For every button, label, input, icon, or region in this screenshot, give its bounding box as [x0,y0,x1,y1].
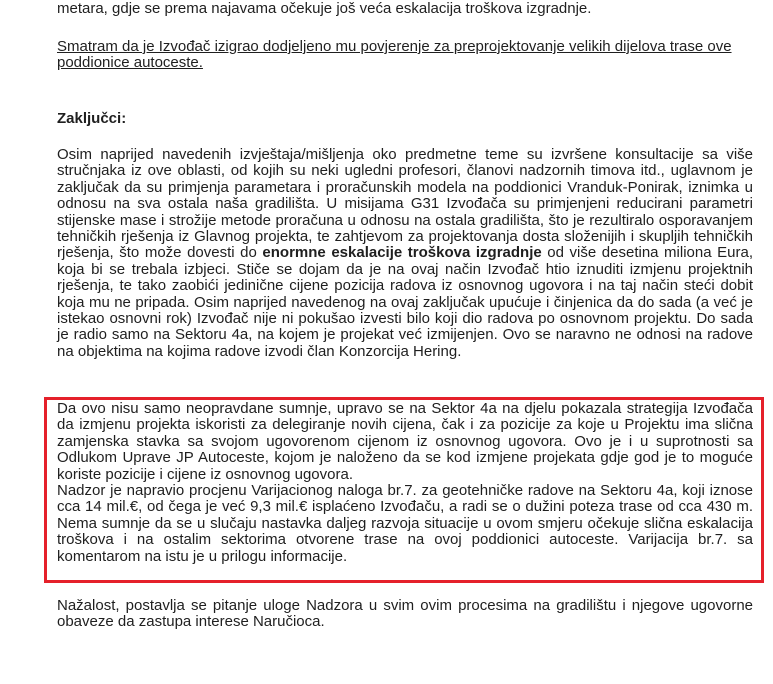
paragraph-closing: Nažalost, postavlja se pitanje uloge Nadzora u svim ovim procesima na gradilištu i njegove ugovorne obaveze da zastupa interese Naručioca. [57,597,753,631]
conclusions-text-part1: Osim naprijed navedenih izvještaja/mišljenja oko predmetne teme su izvršene konsultacije sa više stručnjaka iz ove oblasti, od kojih su neki ugledni profesori, članovi nadzornih timova itd., uglavnom je zaključak da su primjenja parametara i proračunskih modela na poddionici Vranduk-Ponirak, iznimka u odnosu na sva ostala naša gradilišta. U misijama G31 Izvođača su primjenjeni reducirani parametri stijenske mase i strožije metode proračuna u odnosu na ostala gradilišta, što je rezultiralo osporavanjem tehničkih rješenja iz Glavnog projekta, te zahtjevom za projektovanja dosta složenijih i skupljih tehničkih rješenja, što može dovesti do [57,146,753,262]
conclusions-bold-phrase: enormne eskalacije troškova izgradnje [262,244,542,262]
section-heading-conclusions: Zaključci: [57,110,127,127]
paragraph-underlined-statement: Smatram da je Izvođač izigrao dodjeljeno mu povjerenje za preprojektovanje velikih dijelova trase ove poddionice autoceste. [57,38,732,72]
paragraph-top-fragment: metara, gdje se prema najavama očekuje još veća eskalacija troškova izgradnje. [57,0,592,17]
paragraph-conclusions [57,147,753,360]
paragraph-highlighted-variation-order: Nadzor je napravio procjenu Varijacionog naloga br.7. za geotehničke radove na Sektoru 4a, koji iznose cca 14 mil.€, od čega je već 9,3 mil.€ isplaćeno Izvođaču, a radi se o dužini poteza trase od cca 430 m. Nema sumnje da se u slučaju nastavka daljeg razvoja situacije u ovom smjeru očekuje slična eskalacija troškova i na ostalim sektorima otvorene trase na ovoj poddionici autoceste. Varijacija br.7. sa komentarom na istu je u prilogu informacije. [57,482,753,565]
conclusions-text-part2: od više desetina miliona Eura, koja bi se trebala izbjeci. Stiče se dojam da je na ovaj način Izvođač htio iznuditi izmjenu projektnih rješenja, te tako zaobići jedinične cijene pozicija radova iz osnovnog ugovora i na taj način steći dobit koja mu ne pripada. Osim naprijed navedenog na ovaj zaključak upućuje i činjenica da do sada (a već je istekao osnovni rok) Izvođač nije ni pokušao izvesti bilo koji dio radova po osnovnom projektu. Do sada je radio samo na Sektoru 4a, na kojem je projekat već izmijenjen. Ovo se naravno ne odnosi na radove na objektima na kojima radove izvodi član Konzorcija Hering. [57,244,753,360]
paragraph-highlighted-strategy: Da ovo nisu samo neopravdane sumnje, upravo se na Sektor 4a na djelu pokazala strategija Izvođača da izmjenu projekta iskoristi za delegiranje novih cijena, čak i za pozicije za koje u Projektu ima slična zamjenska stavka sa svojom ugovorenom cijenom iz osnovnog ugovora. Ovo je i u suprotnosti sa Odlukom Uprave JP Autoceste, kojom je naloženo da se kod izmjene projekata gdje god je to moguće koriste pozicije i cijene iz osnovnog ugovora. [57,400,753,483]
